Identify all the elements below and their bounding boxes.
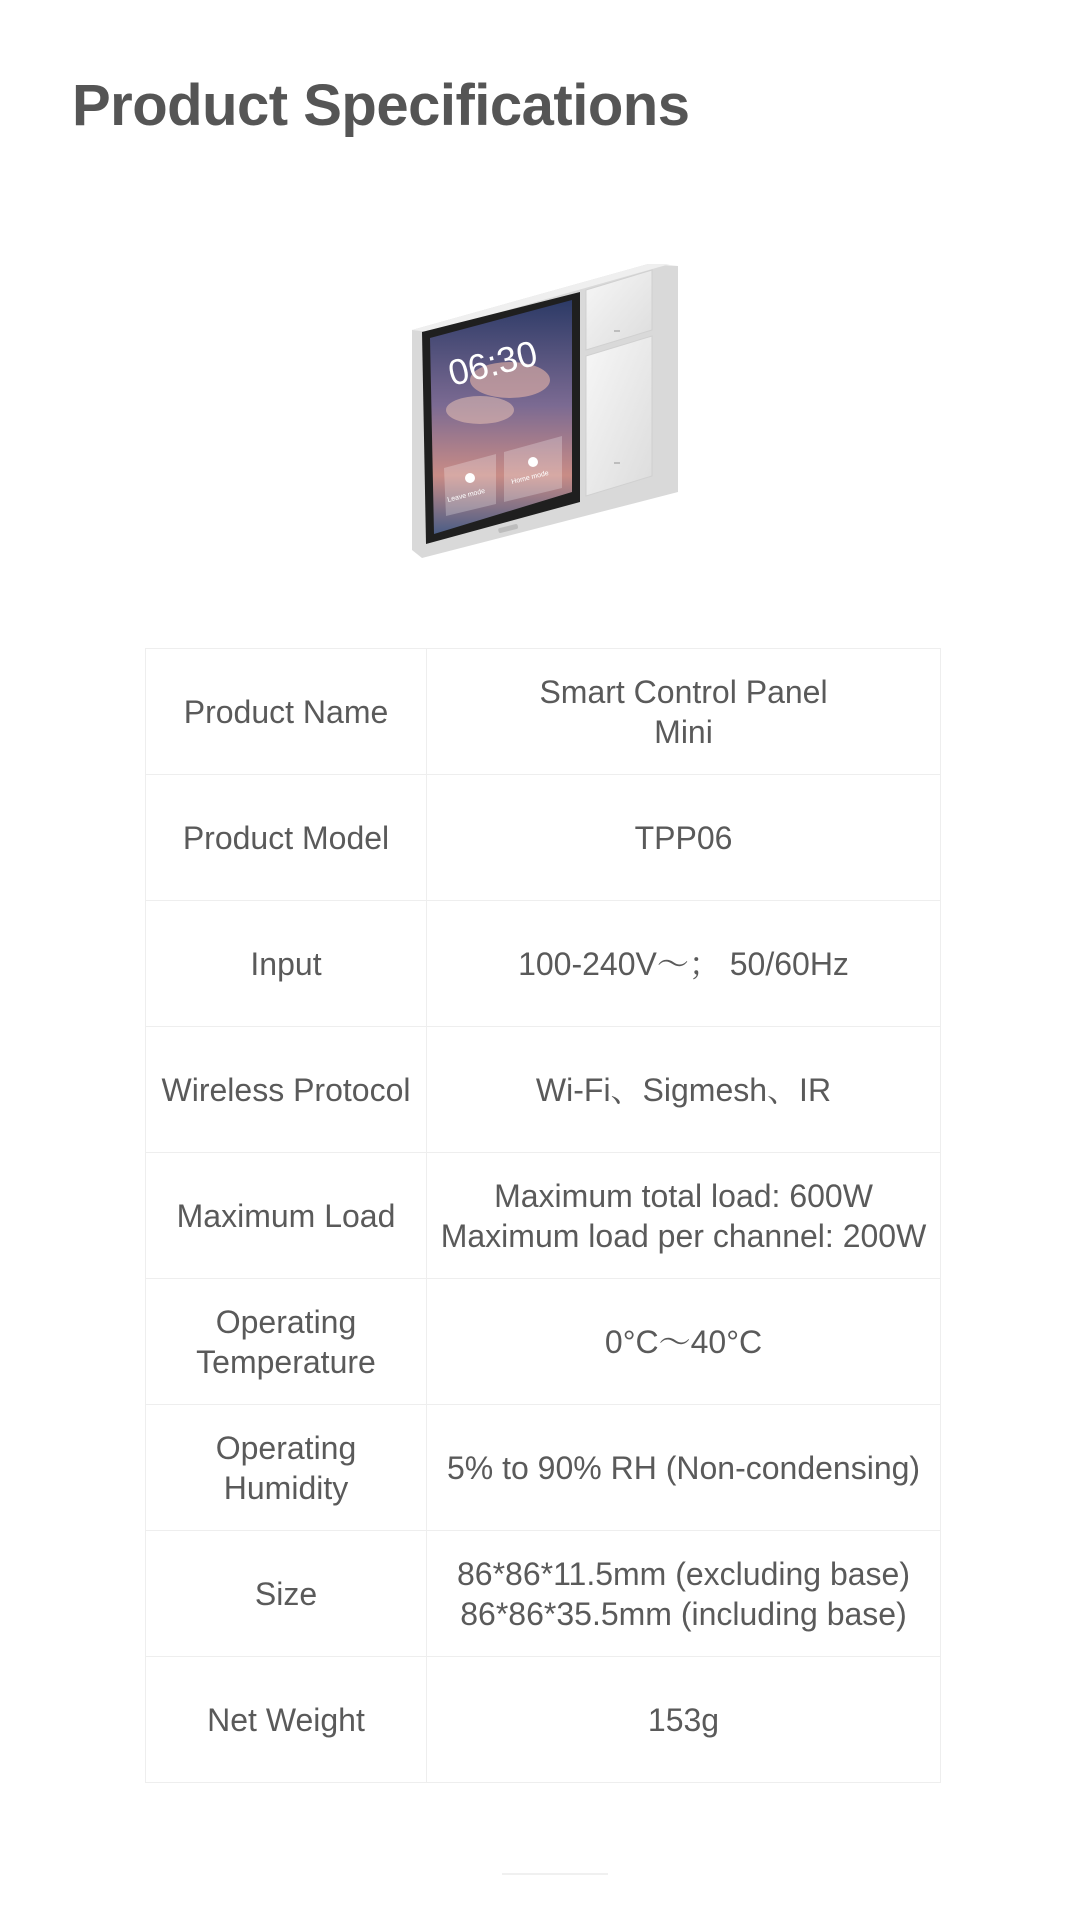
spec-row-size (146, 1531, 941, 1657)
spec-row-operating-temperature (146, 1279, 941, 1405)
spec-value: 0°C～40°C (427, 1279, 941, 1405)
home-mode-label: Home mode (510, 469, 550, 486)
spec-label: Net Weight (146, 1657, 427, 1783)
page-title: Product Specifications (72, 73, 690, 138)
spec-label: Size (146, 1531, 427, 1657)
spec-row-operating-humidity (146, 1405, 941, 1531)
spec-value: Smart Control Panel Mini (427, 649, 941, 775)
spec-value: 153g (427, 1657, 941, 1783)
spec-label: Operating Temperature (146, 1279, 427, 1405)
spec-label: Product Model (146, 775, 427, 901)
spec-value: TPP06 (427, 775, 941, 901)
spec-row-product-name (146, 649, 941, 775)
spec-row-product-model (146, 775, 941, 901)
spec-row-input (146, 901, 941, 1027)
spec-value: 5% to 90% RH (Non-condensing) (427, 1405, 941, 1531)
spec-label: Input (146, 901, 427, 1027)
spec-label: Operating Humidity (146, 1405, 427, 1531)
spec-row-wireless-protocol (146, 1027, 941, 1153)
spec-table (145, 648, 941, 1783)
product-image (400, 240, 700, 580)
leave-mode-label: Leave mode (446, 487, 486, 504)
spec-row-net-weight (146, 1657, 941, 1783)
spec-label: Maximum Load (146, 1153, 427, 1279)
spec-row-maximum-load (146, 1153, 941, 1279)
spec-value: Wi-Fi、Sigmesh、IR (427, 1027, 941, 1153)
spec-label: Product Name (146, 649, 427, 775)
spec-value: 100-240V～； 50/60Hz (427, 901, 941, 1027)
divider (502, 1873, 608, 1875)
device-time: 06:30 (444, 332, 542, 394)
spec-value: 86*86*11.5mm (excluding base) 86*86*35.5mm (including base) (427, 1531, 941, 1657)
spec-label: Wireless Protocol (146, 1027, 427, 1153)
spec-value: Maximum total load: 600W Maximum load per channel: 200W (427, 1153, 941, 1279)
